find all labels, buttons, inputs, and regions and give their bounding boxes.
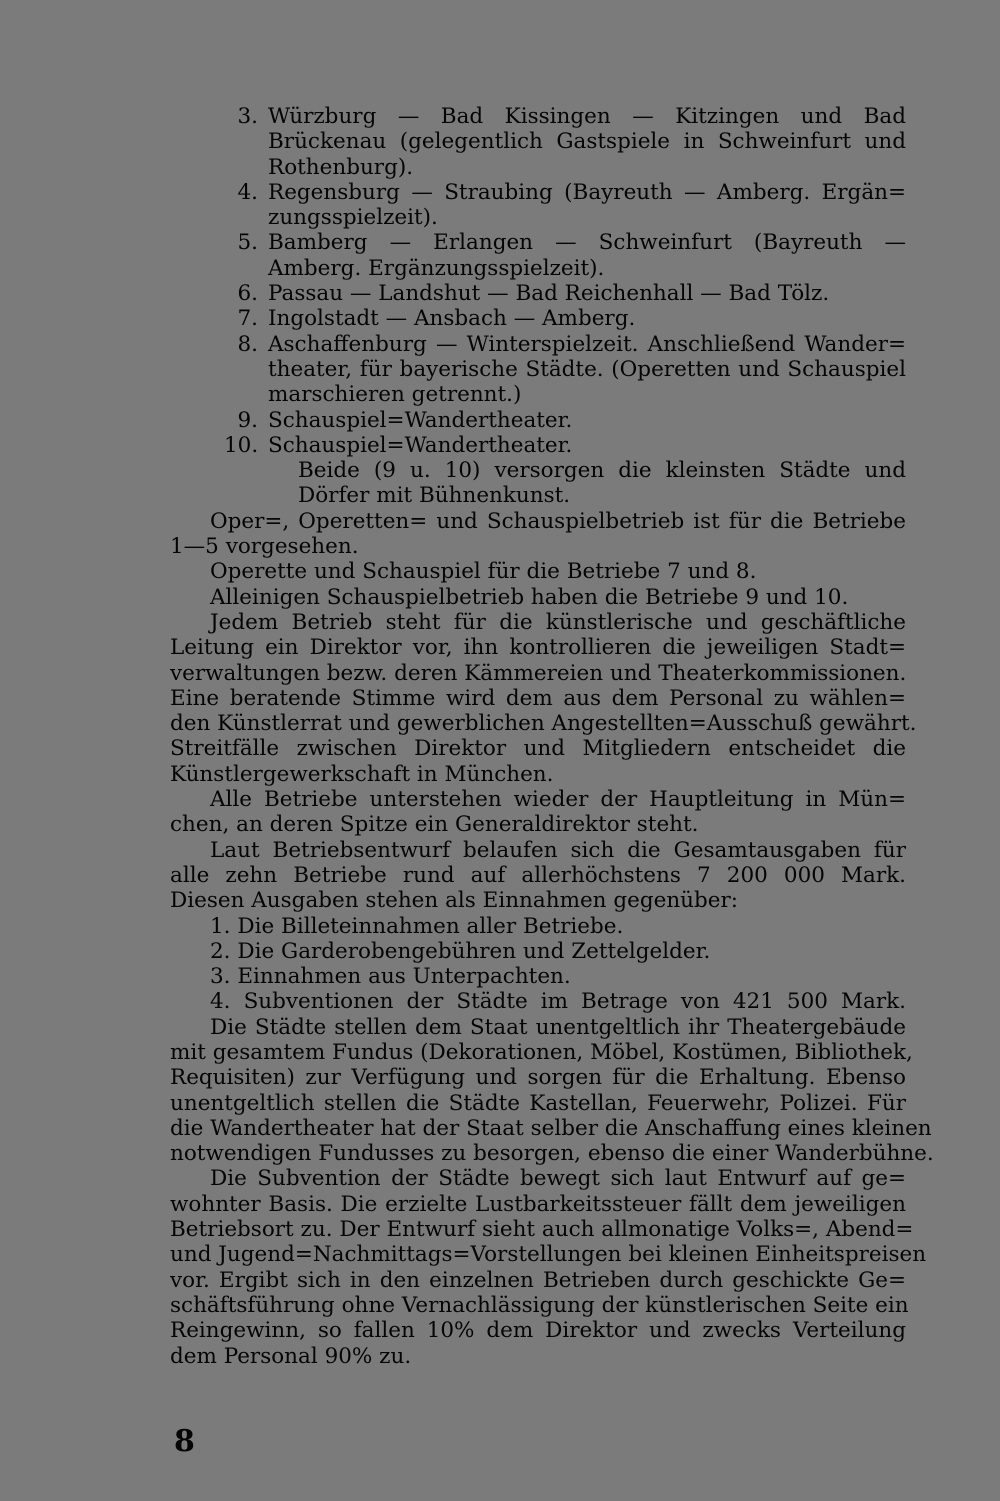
text-line: Beide (9 u. 10) versorgen die kleinsten Städte und bbox=[298, 458, 906, 484]
text-line: die Wandertheater hat der Staat selber die Anschaffung eines kleinen bbox=[170, 1115, 932, 1141]
list-number: 9. bbox=[237, 407, 258, 433]
list-item-text: Aschaffenburg — Winterspielzeit. Anschließend Wander= bbox=[268, 331, 906, 357]
list-number: 4. bbox=[237, 179, 258, 205]
list-item-text: Passau — Landshut — Bad Reichenhall — Bad Tölz. bbox=[268, 281, 830, 307]
text-line bbox=[170, 281, 906, 306]
text-line: schäftsführung ohne Vernachlässigung der künstlerischen Seite ein bbox=[170, 1292, 909, 1318]
text-line: 2. Die Garderobengebühren und Zettelgelder. bbox=[210, 938, 711, 964]
text-line: Streitfälle zwischen Direktor und Mitgliedern entscheidet die bbox=[170, 736, 906, 762]
text-line: Alleinigen Schauspielbetrieb haben die Betriebe 9 und 10. bbox=[210, 584, 849, 610]
text-line bbox=[170, 306, 906, 331]
text-line: zungsspielzeit). bbox=[268, 205, 438, 231]
text-line: Brückenau (gelegentlich Gastspiele in Schweinfurt und bbox=[268, 129, 906, 155]
text-line: mit gesamtem Fundus (Dekorationen, Möbel, Kostümen, Bibliothek, bbox=[170, 1039, 913, 1065]
list-item-text: Schauspiel=Wandertheater. bbox=[268, 407, 573, 433]
text-line bbox=[170, 230, 906, 255]
text-line bbox=[170, 104, 906, 129]
text-line: wohnter Basis. Die erzielte Lustbarkeitssteuer fällt dem jeweiligen bbox=[170, 1191, 906, 1217]
text-line: Dörfer mit Bühnenkunst. bbox=[298, 483, 571, 509]
text-line: Rothenburg). bbox=[268, 154, 414, 180]
text-line: Diesen Ausgaben stehen als Einnahmen gegenüber: bbox=[170, 888, 739, 914]
list-item-text: Würzburg — Bad Kissingen — Kitzingen und Bad bbox=[268, 104, 906, 129]
text-line: den Künstlerrat und gewerblichen Angestellten=Ausschuß gewährt. bbox=[170, 711, 917, 737]
text-line bbox=[170, 408, 906, 433]
text-line: Reingewinn, so fallen 10% dem Direktor und zwecks Verteilung bbox=[170, 1318, 906, 1344]
list-number: 5. bbox=[237, 230, 258, 256]
page-number: 8 bbox=[174, 1424, 195, 1459]
text-line: Laut Betriebsentwurf belaufen sich die Gesamtausgaben für bbox=[210, 837, 906, 863]
text-line: Eine beratende Stimme wird dem aus dem Personal zu wählen= bbox=[170, 685, 906, 711]
text-line: Oper=, Operetten= und Schauspielbetrieb ist für die Betriebe bbox=[210, 508, 906, 534]
list-number: 3. bbox=[237, 104, 258, 129]
text-line: Requisiten) zur Verfügung und sorgen für die Erhaltung. Ebenso bbox=[170, 1065, 906, 1091]
text-line: Leitung ein Direktor vor, ihn kontrollieren die jeweiligen Stadt= bbox=[170, 635, 906, 661]
list-item-text: Ingolstadt — Ansbach — Amberg. bbox=[268, 306, 636, 332]
text-line: Jedem Betrieb steht für die künstlerische und geschäftliche bbox=[210, 609, 906, 635]
text-line: chen, an deren Spitze ein Generaldirektor steht. bbox=[170, 812, 699, 838]
text-line: und Jugend=Nachmittags=Vorstellungen bei kleinen Einheitspreisen bbox=[170, 1242, 927, 1268]
list-item-text: Bamberg — Erlangen — Schweinfurt (Bayreuth — bbox=[268, 230, 906, 256]
text-line: vor. Ergibt sich in den einzelnen Betrieben durch geschickte Ge= bbox=[170, 1267, 906, 1293]
text-line: theater, für bayerische Städte. (Operetten und Schauspiel bbox=[268, 356, 906, 382]
text-line: marschieren getrennt.) bbox=[268, 382, 522, 408]
list-number: 6. bbox=[237, 281, 258, 307]
list-number: 10. bbox=[224, 432, 259, 458]
text-line: 4. Subventionen der Städte im Betrage von 421 500 Mark. bbox=[210, 989, 906, 1015]
text-line bbox=[170, 180, 906, 205]
text-line: dem Personal 90% zu. bbox=[170, 1343, 412, 1369]
text-line: notwendigen Fundusses zu besorgen, ebenso die einer Wanderbühne. bbox=[170, 1141, 934, 1167]
text-line: Die Städte stellen dem Staat unentgeltlich ihr Theatergebäude bbox=[210, 1014, 906, 1040]
text-line bbox=[170, 433, 906, 458]
list-number: 8. bbox=[237, 331, 258, 357]
list-item-text: Schauspiel=Wandertheater. bbox=[268, 432, 573, 458]
text-line: Amberg. Ergänzungsspielzeit). bbox=[268, 255, 605, 281]
list-number: 7. bbox=[237, 306, 258, 332]
text-line: Operette und Schauspiel für die Betriebe 7 und 8. bbox=[210, 559, 757, 585]
text-line: alle zehn Betriebe rund auf allerhöchstens 7 200 000 Mark. bbox=[170, 862, 906, 888]
page-body bbox=[170, 104, 934, 1369]
text-line: Künstlergewerkschaft in München. bbox=[170, 761, 554, 787]
text-line: verwaltungen bezw. deren Kämmereien und Theaterkommissionen. bbox=[170, 660, 907, 686]
text-line: Alle Betriebe unterstehen wieder der Hauptleitung in Mün= bbox=[210, 787, 906, 813]
text-line: 1—5 vorgesehen. bbox=[170, 534, 359, 560]
text-line: Betriebsort zu. Der Entwurf sieht auch allmonatige Volks=, Abend= bbox=[170, 1217, 914, 1243]
text-line: Die Subvention der Städte bewegt sich laut Entwurf auf ge= bbox=[210, 1166, 906, 1192]
text-line: unentgeltlich stellen die Städte Kastellan, Feuerwehr, Polizei. Für bbox=[170, 1090, 906, 1116]
list-item-text: Regensburg — Straubing (Bayreuth — Amberg. Ergän= bbox=[268, 179, 906, 205]
text-line: 1. Die Billeteinnahmen aller Betriebe. bbox=[210, 913, 624, 939]
text-line bbox=[170, 332, 906, 357]
text-line: 3. Einnahmen aus Unterpachten. bbox=[210, 964, 571, 990]
